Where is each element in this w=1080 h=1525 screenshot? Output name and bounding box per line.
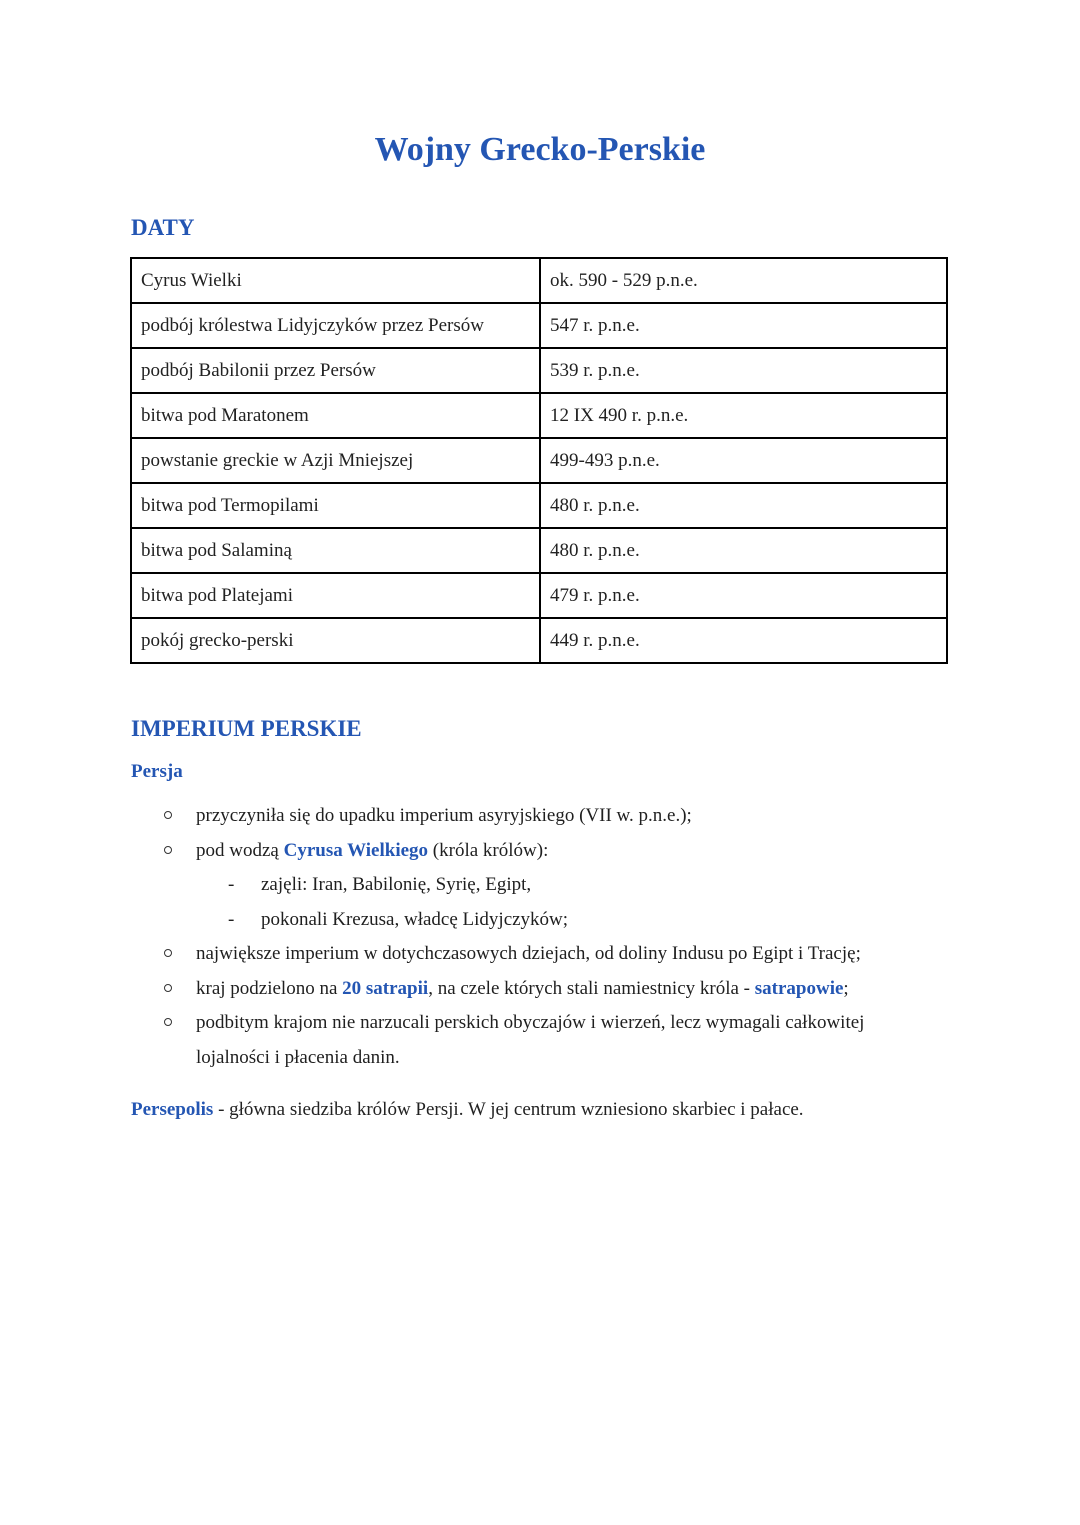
date-cell: 480 r. p.n.e. xyxy=(540,528,947,573)
dash-bullet-icon: - xyxy=(228,908,235,930)
hollow-circle-bullet-icon xyxy=(164,1018,172,1026)
sub-item-text: zajęli: Iran, Babilonię, Syrię, Egipt, xyxy=(261,874,532,895)
date-cell: 479 r. p.n.e. xyxy=(540,573,947,618)
date-cell: 539 r. p.n.e. xyxy=(540,348,947,393)
date-cell: 12 IX 490 r. p.n.e. xyxy=(540,393,947,438)
table-row xyxy=(131,258,947,303)
date-cell: 449 r. p.n.e. xyxy=(540,618,947,663)
sub-list-item xyxy=(225,868,920,903)
hollow-circle-bullet-icon xyxy=(164,811,172,819)
list-item xyxy=(160,972,920,1007)
event-cell: bitwa pod Termopilami xyxy=(131,483,540,528)
event-cell: podbój Babilonii przez Persów xyxy=(131,348,540,393)
table-row xyxy=(131,573,947,618)
table-row xyxy=(131,618,947,663)
bullet-text: kraj podzielono na xyxy=(196,977,343,999)
table-row xyxy=(131,393,947,438)
event-cell: powstanie greckie w Azji Mniejszej xyxy=(131,438,540,483)
event-cell: bitwa pod Platejami xyxy=(131,573,540,618)
table-row xyxy=(131,348,947,393)
date-cell: ok. 590 - 529 p.n.e. xyxy=(540,258,947,303)
bullet-text: największe imperium w dotychczasowych dziejach, od doliny Indusu po Egipt i Trację; xyxy=(196,943,861,964)
dash-bullet-icon: - xyxy=(228,874,235,895)
date-cell: 499-493 p.n.e. xyxy=(540,438,947,483)
bullet-text: (króla królów): xyxy=(428,839,549,861)
dates-heading: DATY xyxy=(131,215,195,240)
persja-bullet-list xyxy=(160,799,920,1075)
persja-subheading: Persja xyxy=(131,761,183,782)
table-row xyxy=(131,438,947,483)
event-cell: podbój królestwa Lidyjczyków przez Persów xyxy=(131,303,540,348)
sub-list-item xyxy=(225,903,920,938)
event-cell: bitwa pod Maratonem xyxy=(131,393,540,438)
event-cell: bitwa pod Salaminą xyxy=(131,528,540,573)
table-row xyxy=(131,303,947,348)
hollow-circle-bullet-icon xyxy=(164,846,172,854)
date-cell: 547 r. p.n.e. xyxy=(540,303,947,348)
date-cell: 480 r. p.n.e. xyxy=(540,483,947,528)
dates-table xyxy=(130,257,948,664)
persepolis-definition xyxy=(131,1096,804,1124)
hollow-circle-bullet-icon xyxy=(164,984,172,992)
list-item xyxy=(160,937,920,972)
bullet-text: przyczyniła się do upadku imperium asyryjskiego (VII w. p.n.e.); xyxy=(196,805,692,826)
highlight-term: Persepolis xyxy=(131,1099,214,1120)
highlight-term: satrapowie xyxy=(754,977,844,999)
highlight-term: Cyrusa Wielkiego xyxy=(283,839,429,861)
page-title: Wojny Grecko-Perskie xyxy=(374,131,706,168)
bullet-text: pod wodzą xyxy=(196,839,284,861)
list-item xyxy=(160,834,920,938)
highlight-term: 20 satrapii xyxy=(342,977,429,999)
bullet-text: podbitym krajom nie narzucali perskich obyczajów i wierzeń, lecz wymagali całkowitej lojalności i płacenia danin. xyxy=(196,1012,865,1068)
table-row xyxy=(131,483,947,528)
bullet-text: ; xyxy=(843,977,849,999)
hollow-circle-bullet-icon xyxy=(164,949,172,957)
definition-text: - główna siedziba królów Persji. W jej centrum wzniesiono skarbiec i pałace. xyxy=(213,1099,804,1120)
list-item xyxy=(160,799,920,834)
imperium-heading: IMPERIUM PERSKIE xyxy=(131,716,362,741)
sub-item-text: pokonali Krezusa, władcę Lidyjczyków; xyxy=(261,908,569,930)
sub-list xyxy=(196,868,920,937)
bullet-text: , na czele których stali namiestnicy króla - xyxy=(428,977,755,999)
event-cell: pokój grecko-perski xyxy=(131,618,540,663)
table-row xyxy=(131,528,947,573)
list-item xyxy=(160,1006,920,1075)
event-cell: Cyrus Wielki xyxy=(131,258,540,303)
